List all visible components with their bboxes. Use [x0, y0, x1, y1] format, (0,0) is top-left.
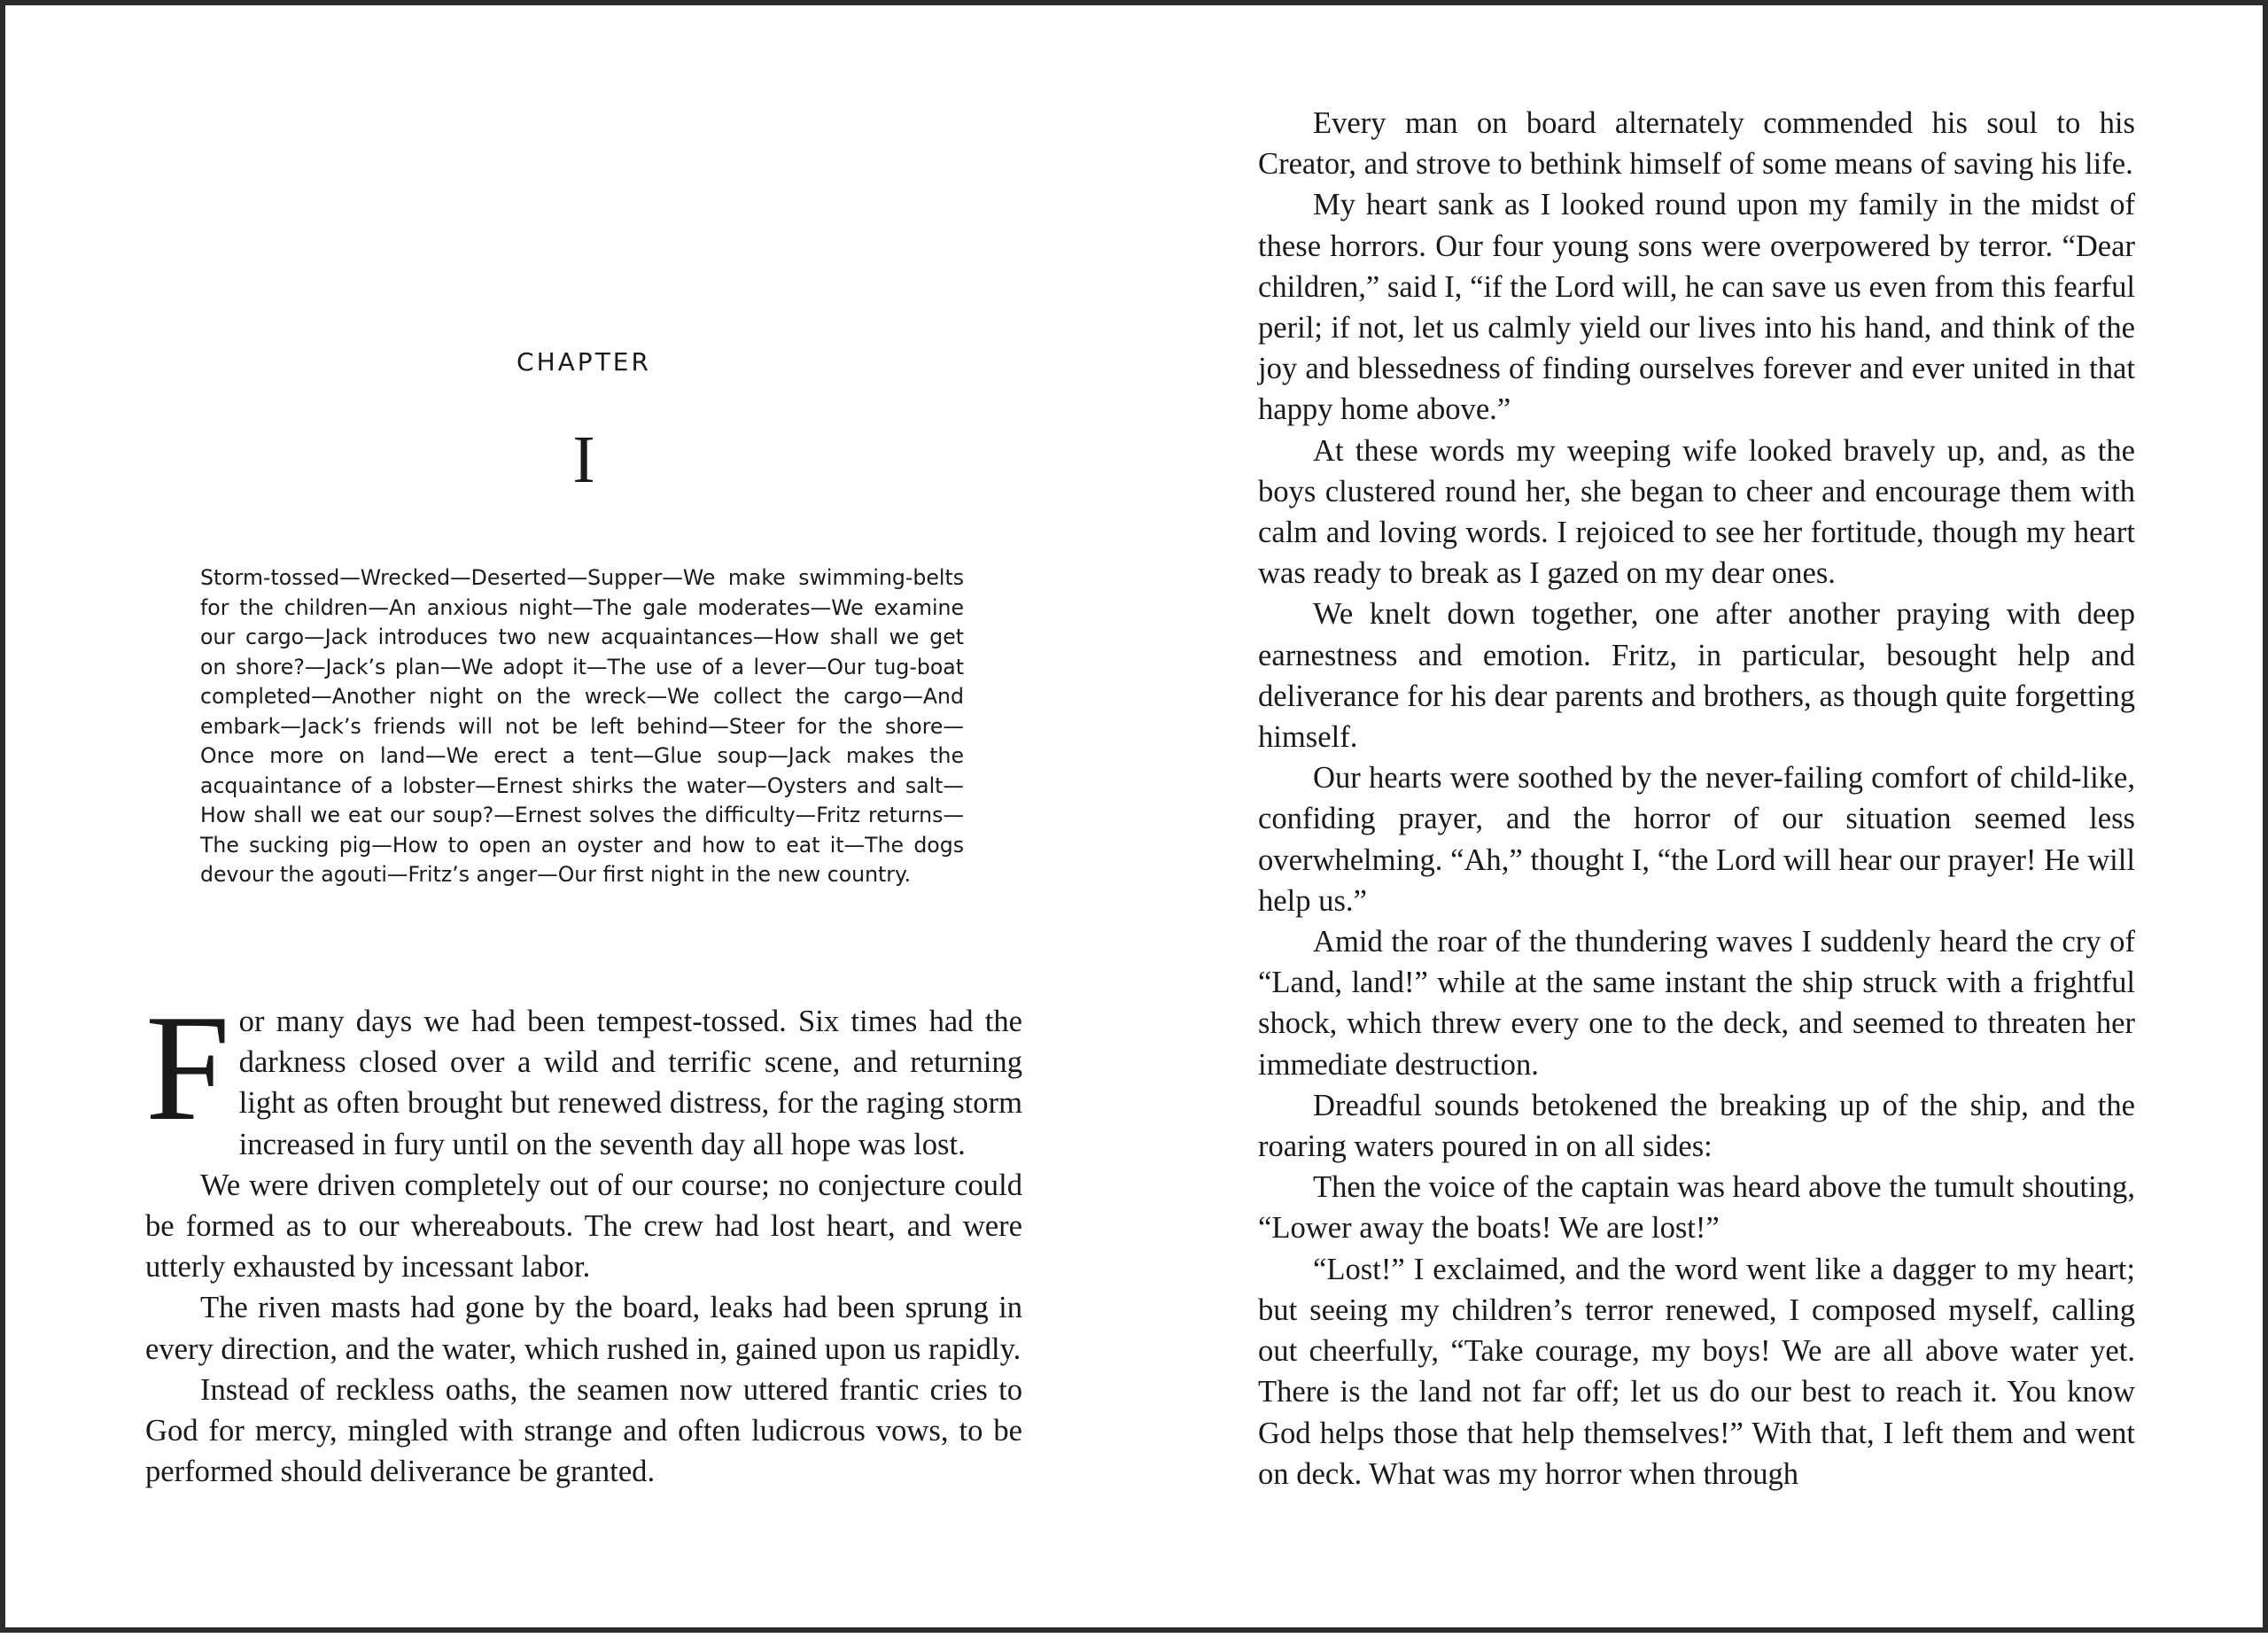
opening-paragraph: [145, 984, 1022, 1165]
chapter-number: I: [572, 423, 595, 497]
paragraph: Instead of reckless oaths, the seamen now uttered frantic cries to God for mercy, mingled with strange and often ludicrous vows, to be performed should deliverance be granted.: [145, 1372, 1022, 1489]
paragraph: The riven masts had gone by the board, leaks had been sprung in every direction, and the water, which rushed in, gained upon us rapidly.: [145, 1291, 1022, 1366]
paragraph: We were driven completely out of our course; no conjecture could be formed as to our whereabouts. The crew had lost heart, and were utterly exhausted by incessant labor.: [145, 1168, 1022, 1285]
chapter-synopsis: Storm-tossed—Wrecked—Deserted—Supper—We make swimming-belts for the children—An anxious night—The gale moderates—We examine our cargo—Jack introduces two new acquaintances—How shall we get on shore?—Jack’s plan—We adopt it—The use of a lever—Our tug-boat completed—Another night on the wreck—We collect the cargo—And embark—Jack’s friends will not be left behind—Steer for the shore—Once more on land—We erect a tent—Glue soup—Jack makes the acquaintance of a lobster—Ernest shirks the water—Oysters and salt—How shall we eat our soup?—Ernest solves the difficulty—Fritz returns—The sucking pig—How to open an oyster and how to eat it—The dogs devour the agouti—Fritz’s anger—Our first night in the new country.: [200, 565, 964, 887]
paragraph: At these words my weeping wife looked bravely up, and, as the boys clustered round her, she began to cheer and encourage them with calm and loving words. I rejoiced to see her fortitude, though my heart was ready to break as I gazed on my dear ones.: [1258, 433, 2135, 591]
left-body-text: [145, 984, 1022, 1492]
paragraph: Our hearts were soothed by the never-failing comfort of child-like, confiding prayer, and the horror of our situation seemed less overwhelming. “Ah,” thought I, “the Lord will hear our prayer! He will help us.”: [1258, 761, 2135, 918]
chapter-label: CHAPTER: [517, 347, 651, 377]
paragraph: We knelt down together, one after another praying with deep earnestness and emotion. Fritz, in particular, besought help and deliverance for his dear parents and brothers, as though quite forgetting himself.: [1258, 597, 2135, 755]
opening-paragraph-text: or many days we had been tempest-tossed. Six times had the darkness closed over a wild and terrific scene, and returning light as often brought but renewed distress, for the raging storm increased in fury until on the seventh day all hope was lost.: [238, 1005, 1022, 1161]
paragraph: Every man on board alternately commended his soul to his Creator, and strove to bethink himself of some means of saving his life.: [1258, 106, 2135, 182]
right-body-text: [1258, 103, 2135, 1494]
paragraph: “Lost!” I exclaimed, and the word went like a dagger to my heart; but seeing my children’s terror renewed, I composed myself, calling out cheerfully, “Take courage, my boys! We are all above water yet. There is the land not far off; let us do our best to reach it. You know God helps those that help themselves!” With that, I left them and went on deck. What was my horror when through: [1258, 1252, 2135, 1491]
drop-cap: F: [145, 984, 230, 1153]
paragraph: Dreadful sounds betokened the breaking up of the ship, and the roaring waters poured in on all sides:: [1258, 1088, 2135, 1164]
left-page: [145, 5, 1022, 1638]
paragraph: Then the voice of the captain was heard above the tumult shouting, “Lower away the boats! We are lost!”: [1258, 1170, 2135, 1246]
paragraph: My heart sank as I looked round upon my family in the midst of these horrors. Our four young sons were overpowered by terror. “Dear children,” said I, “if the Lord will, he can save us even from this fearful peril; if not, let us calmly yield our lives into his hand, and think of the joy and blessedness of finding ourselves forever and ever united in that happy home above.”: [1258, 188, 2135, 427]
right-page: [1258, 5, 2135, 1638]
paragraph: Amid the roar of the thundering waves I suddenly heard the cry of “Land, land!” while at the same instant the ship struck with a frightful shock, which threw every one to the deck, and seemed to threaten her immediate destruction.: [1258, 925, 2135, 1082]
